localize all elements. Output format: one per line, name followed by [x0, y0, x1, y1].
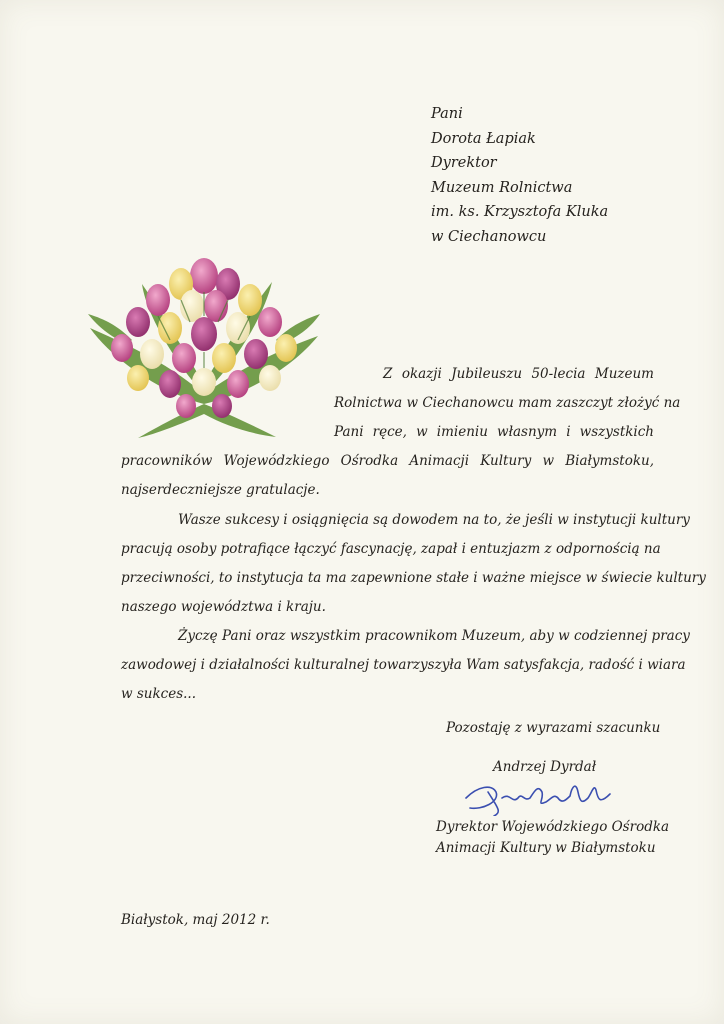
- addressee-name: Dorota Łapiak: [431, 130, 536, 147]
- addressee-salutation: Pani: [431, 106, 463, 122]
- paragraph-1-line-5: najserdeczniejsze gratulacje.: [121, 482, 320, 498]
- paragraph-2-line-1: Wasze sukcesy i osiągnięcia są dowodem na to, że jeśli w instytucji kultury: [178, 512, 690, 528]
- paragraph-3-line-2: zawodowej i działalności kulturalnej towarzyszyła Wam satysfakcja, radość i wiara: [121, 657, 686, 673]
- paragraph-1-line-2: Rolnictwa w Ciechanowcu mam zaszczyt złożyć na: [334, 395, 681, 411]
- signer-name: Andrzej Dyrdał: [493, 759, 597, 775]
- paragraph-3-line-1: Życzę Pani oraz wszystkim pracownikom Muzeum, aby w codziennej pracy: [178, 628, 690, 644]
- paragraph-2-line-4: naszego województwa i kraju.: [121, 599, 326, 615]
- signer-role-line-1: Dyrektor Wojewódzkiego Ośrodka: [436, 819, 670, 835]
- tulip-bouquet-image: [86, 244, 322, 440]
- paragraph-2-line-3: przeciwności, to instytucja ta ma zapewnione stałe i ważne miejsce w świecie kultury: [121, 570, 706, 586]
- paragraph-1-line-3: Pani ręce, w imieniu własnym i wszystkich: [334, 424, 654, 440]
- paragraph-2-line-2: pracują osoby potrafiące łączyć fascynację, zapał i entuzjazm z odpornością na: [121, 541, 661, 557]
- addressee-institution-patron: im. ks. Krzysztofa Kluka: [431, 204, 609, 220]
- place-and-date: Białystok, maj 2012 r.: [121, 912, 270, 928]
- paragraph-1-line-1: Z okazji Jubileuszu 50-lecia Muzeum: [383, 366, 654, 382]
- paragraph-3-line-3: w sukces...: [121, 686, 197, 702]
- addressee-title: Dyrektor: [431, 155, 497, 171]
- paragraph-1-line-4: pracowników Wojewódzkiego Ośrodka Animacji Kultury w Białymstoku,: [121, 453, 654, 469]
- addressee-institution: Muzeum Rolnictwa: [431, 179, 573, 196]
- signer-role-line-2: Animacji Kultury w Białymstoku: [436, 840, 656, 856]
- addressee-block: [431, 102, 608, 249]
- signer-role: [436, 817, 670, 859]
- handwritten-signature: [458, 778, 618, 816]
- addressee-city: w Ciechanowcu: [431, 228, 547, 245]
- closing-phrase: Pozostaję z wyrazami szacunku: [446, 720, 661, 736]
